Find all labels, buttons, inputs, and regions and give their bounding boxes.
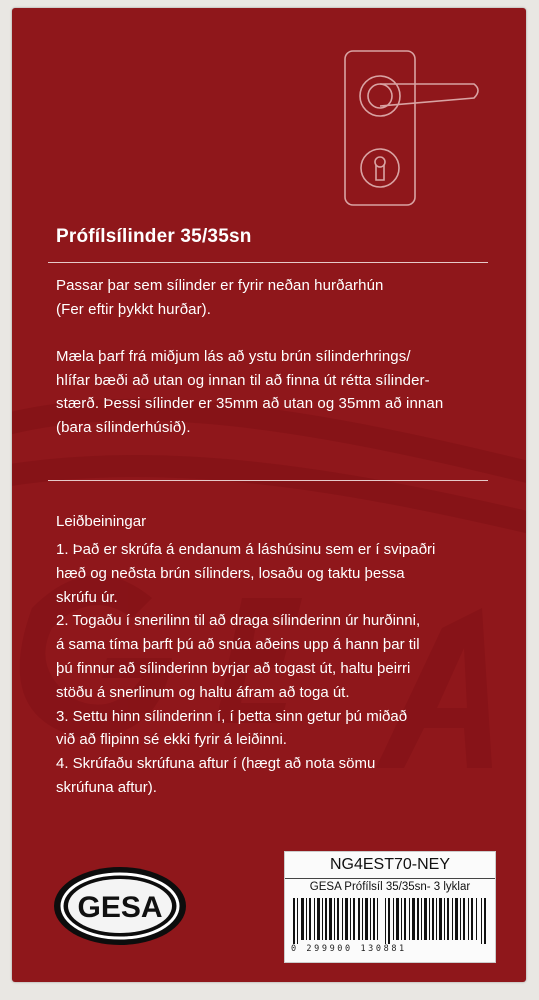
instruction-line: 2. Togaðu í snerilinn til að draga sílinderinn úr hurðinni,	[56, 612, 421, 630]
fit-line-1: Passar þar sem sílinder er fyrir neðan hurðarhún	[56, 277, 384, 294]
instructions-list	[56, 538, 496, 800]
logo-text: GESA	[77, 891, 163, 924]
measure-line: stærð. Þessi sílinder er 35mm að utan og 35mm að innan	[56, 395, 444, 412]
barcode	[293, 898, 487, 944]
product-card	[12, 8, 526, 982]
divider-top	[48, 262, 488, 263]
instructions-heading: Leiðbeiningar	[56, 513, 147, 530]
barcode-digits: 0 299900 130881	[291, 944, 407, 954]
instruction-line: við að flipinn sé ekki fyrir á leiðinni.	[56, 731, 287, 749]
instruction-line: stöðu á snerlinum og haltu áfram að toga út.	[56, 683, 350, 701]
instruction-line: 1. Það er skrúfa á endanum á láshúsinu sem er í svipaðri	[56, 541, 436, 558]
instruction-line: skrúfuna aftur).	[56, 778, 157, 796]
measure-line: Mæla þarf frá miðjum lás að ystu brún sílinderhrings/	[56, 348, 411, 365]
door-handle-escutcheon-icon	[342, 48, 482, 208]
measure-line: hlífar bæði að utan og innan til að finna út rétta sílinder-	[56, 371, 430, 389]
fit-description	[56, 274, 383, 321]
product-code: NG4EST70-NEY	[285, 852, 495, 879]
product-title: Prófílsílinder 35/35sn	[56, 226, 252, 247]
instruction-line: þú finnur að sílinderinn byrjar að togast út, haltu þeirri	[56, 659, 411, 677]
instruction-line: á sama tíma þarft þú að snúa aðeins upp á hann þar til	[56, 636, 420, 654]
divider-middle	[48, 480, 488, 481]
product-label	[284, 851, 496, 963]
fit-line-2: (Fer eftir þykkt hurðar).	[56, 300, 212, 318]
instruction-line: skrúfu úr.	[56, 588, 118, 606]
measure-line: (bara sílinderhúsið).	[56, 418, 191, 436]
instruction-line: 4. Skrúfaðu skrúfuna aftur í (hægt að nota sömu	[56, 755, 376, 773]
product-label-description: GESA Prófílsíl 35/35sn- 3 lyklar	[309, 881, 471, 893]
measure-description	[56, 345, 443, 439]
gesa-logo	[52, 865, 188, 947]
instruction-line: hæð og neðsta brún sílinders, losaðu og taktu þessa	[56, 564, 405, 582]
instruction-line: 3. Settu hinn sílinderinn í, í þetta sinn getur þú miðað	[56, 707, 408, 725]
